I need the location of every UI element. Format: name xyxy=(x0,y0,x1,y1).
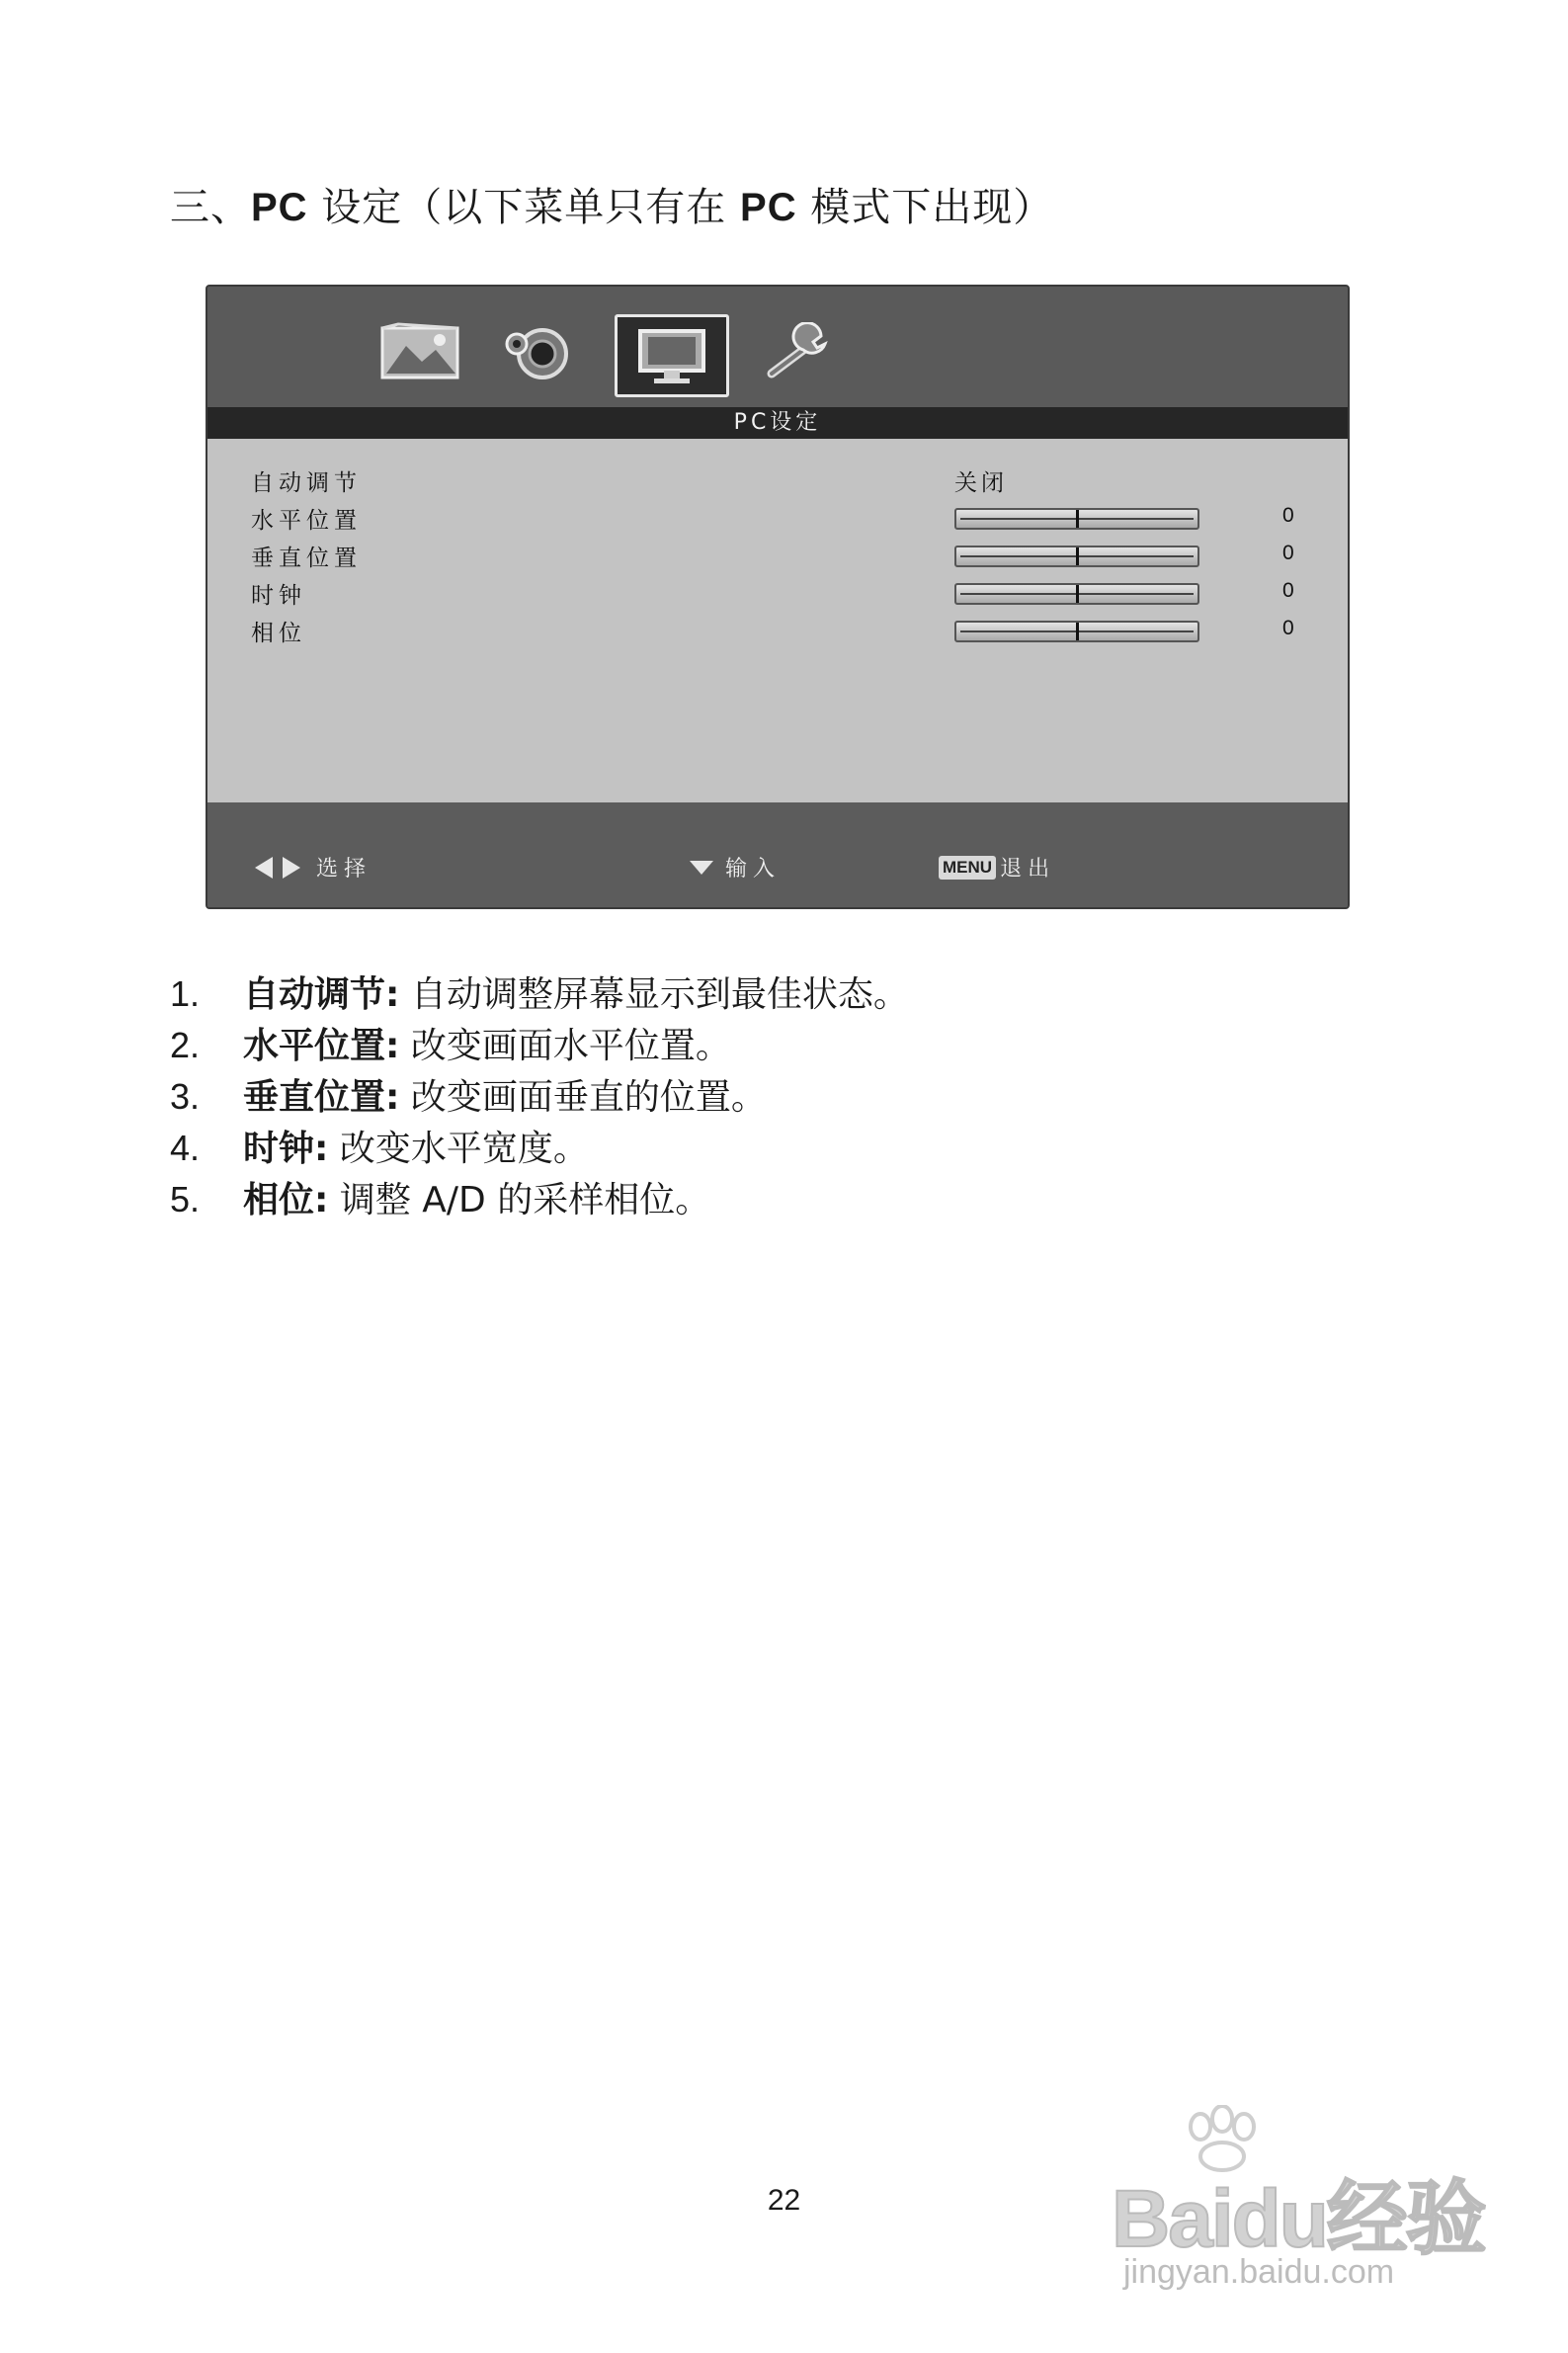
osd-slider xyxy=(954,621,1199,642)
wrench-icon xyxy=(747,314,856,391)
osd-row-number: 0 xyxy=(1282,617,1294,639)
osd-row-phase xyxy=(207,611,1348,648)
osd-row-number: 0 xyxy=(1282,579,1294,602)
osd-slider xyxy=(954,508,1199,530)
section-heading: 三、PC 设定（以下菜单只有在 PC 模式下出现） xyxy=(170,185,1054,230)
list-item: 2. 水平位置: 改变画面水平位置。 xyxy=(170,1025,731,1066)
osd-row-number: 0 xyxy=(1282,542,1294,564)
watermark-brand: Baidu经验 xyxy=(1112,2174,1485,2264)
sound-icon xyxy=(482,314,591,391)
osd-slider xyxy=(954,546,1199,567)
list-item: 5. 相位: 调整 A/D 的采样相位。 xyxy=(170,1179,711,1220)
list-item: 1. 自动调节: 自动调整屏幕显示到最佳状态。 xyxy=(170,973,909,1015)
osd-menu-body xyxy=(207,439,1348,802)
osd-row-auto-adjust xyxy=(207,461,1348,498)
osd-hint-select: 选择 xyxy=(253,852,371,882)
osd-row-v-position xyxy=(207,536,1348,573)
feature-list xyxy=(170,968,909,1225)
osd-slider xyxy=(954,583,1199,605)
picture-icon xyxy=(366,314,474,391)
pc-monitor-icon xyxy=(615,314,729,397)
down-arrow-icon xyxy=(688,859,715,877)
watermark-site: jingyan.baidu.com xyxy=(1123,2253,1395,2291)
menu-key-icon: MENU xyxy=(939,856,996,880)
page-number: 22 xyxy=(767,2184,801,2217)
osd-row-number: 0 xyxy=(1282,504,1294,527)
osd-row-value: 关闭 xyxy=(954,470,1008,496)
osd-hint-exit: MENU 退出 xyxy=(939,852,1055,882)
right-arrow-icon xyxy=(281,855,302,881)
osd-icon-bar xyxy=(207,287,1348,407)
osd-row-label: 时钟 xyxy=(251,583,306,609)
osd-row-clock xyxy=(207,573,1348,611)
list-item: 3. 垂直位置: 改变画面垂直的位置。 xyxy=(170,1076,767,1118)
osd-footer xyxy=(207,802,1348,907)
osd-row-label: 水平位置 xyxy=(251,508,362,534)
list-item: 4. 时钟: 改变水平宽度。 xyxy=(170,1128,589,1169)
osd-row-label: 相位 xyxy=(251,621,306,646)
osd-hint-enter: 输入 xyxy=(688,852,781,882)
baidu-watermark xyxy=(1102,2105,1497,2303)
osd-menu-title: PC设定 xyxy=(207,407,1348,439)
osd-row-label: 垂直位置 xyxy=(251,546,362,571)
osd-row-h-position xyxy=(207,498,1348,536)
osd-row-label: 自动调节 xyxy=(251,470,362,496)
left-arrow-icon xyxy=(253,855,275,881)
osd-menu-screenshot xyxy=(206,285,1350,909)
